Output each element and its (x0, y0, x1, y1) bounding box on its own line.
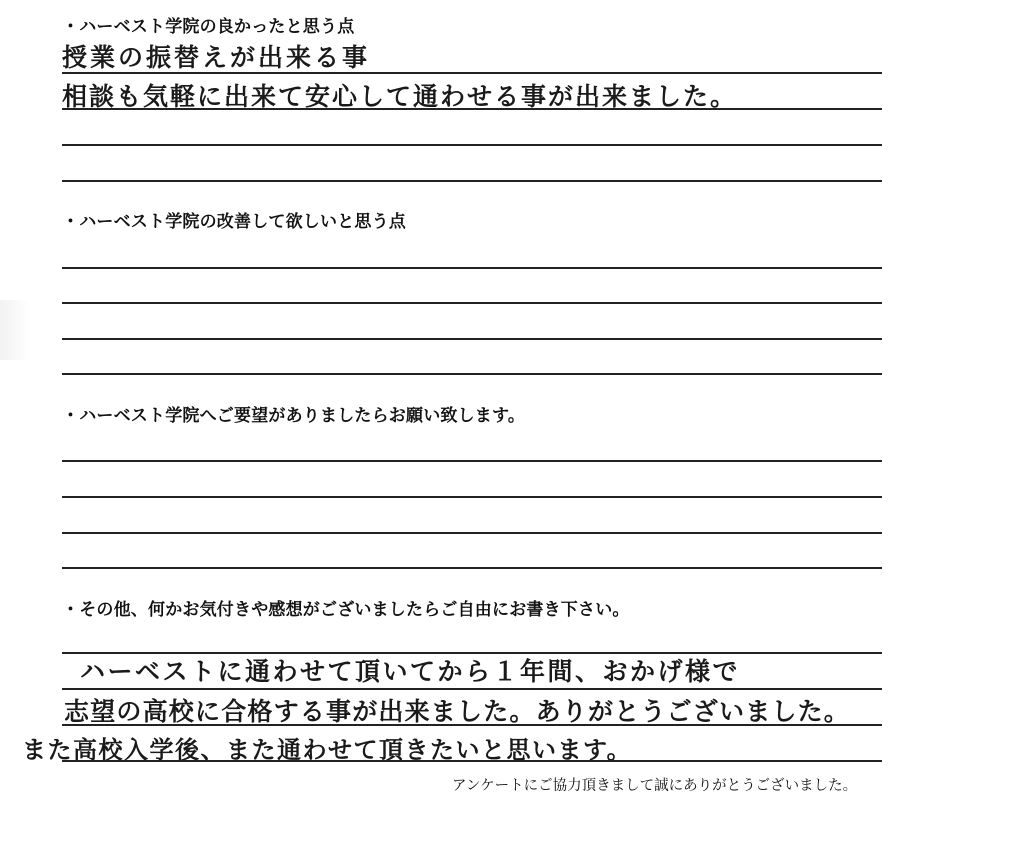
answer-line (62, 72, 882, 74)
answer-line (62, 180, 882, 182)
answer-line (62, 688, 882, 690)
answer-line (62, 267, 882, 269)
answer-line (62, 567, 882, 569)
handwritten-answer-other-1: ハーベストに通わせて頂いてから１年間、おかげ様で (80, 657, 741, 686)
answer-line (62, 108, 882, 110)
answer-line (62, 144, 882, 146)
answer-line (62, 724, 882, 726)
question-improvements: ・ハーベスト学院の改善して欲しいと思う点 (62, 212, 406, 232)
handwritten-answer-good-2: 相談も気軽に出来て安心して通わせる事が出来ました。 (62, 82, 738, 111)
question-good-points: ・ハーベスト学院の良かったと思う点 (62, 17, 355, 37)
handwritten-answer-other-3: また高校入学後、また通わせて頂きたいと思います。 (22, 735, 633, 764)
answer-line (62, 496, 882, 498)
handwritten-answer-other-2: 志望の高校に合格する事が出来ました。ありがとうございました。 (64, 697, 851, 726)
question-requests: ・ハーベスト学院へご要望がありましたらお願い致します。 (62, 406, 526, 426)
answer-line (62, 373, 882, 375)
answer-line (62, 302, 882, 304)
handwritten-answer-good-1: 授業の振替えが出来る事 (62, 43, 371, 72)
answer-line (62, 760, 882, 762)
answer-line (62, 338, 882, 340)
footer-thanks: アンケートにご協力頂きまして誠にありがとうございました。 (452, 778, 858, 794)
question-other-comments: ・その他、何かお気付きや感想がございましたらご自由にお書き下さい。 (62, 600, 630, 620)
scan-shadow (0, 300, 30, 360)
answer-line (62, 532, 882, 534)
answer-line (62, 460, 882, 462)
